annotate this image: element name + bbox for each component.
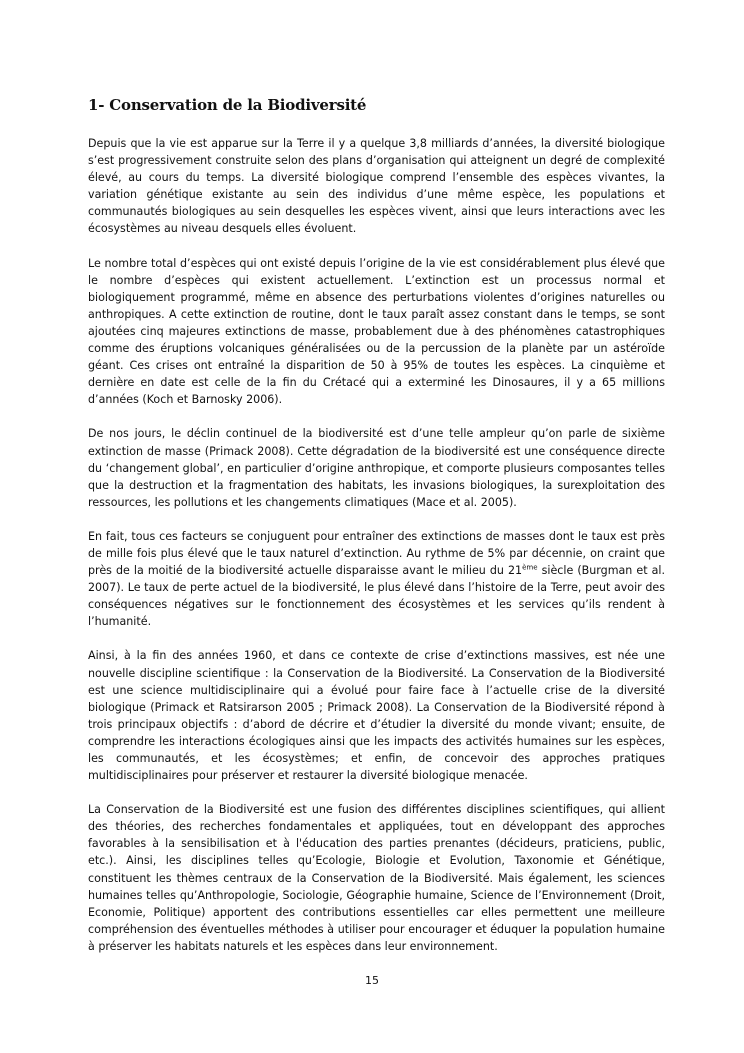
- paragraph-4-superscript: ème: [522, 563, 538, 572]
- paragraph-4: [88, 528, 665, 631]
- paragraph-6: La Conservation de la Biodiversité est une fusion des différentes disciplines scientifiques, qui allient des théories, des recherches fondamentales et appliquées, tout en développant des approches favorables à la sensibilisation et à l'éducation des parties prenantes (décideurs, praticiens, public, etc.). Ainsi, les disciplines telles qu’Ecologie, Biologie et Evolution, Taxonomie et Génétique, constituent les thèmes centraux de la Conservation de la Biodiversité. Mais également, les sciences humaines telles qu’Anthropologie, Sociologie, Géographie humaine, Science de l’Environnement (Droit, Economie, Politique) apportent des contributions essentielles car elles permettent une meilleure compréhension des éventuelles méthodes à utiliser pour encourager et éduquer la population humaine à préserver les habitats naturels et les espèces dans leur environnement.: [88, 803, 665, 953]
- paragraph-3: De nos jours, le déclin continuel de la biodiversité est d’une telle ampleur qu’on parle de sixième extinction de masse (Primack 2008). Cette dégradation de la biodiversité est une conséquence directe du ‘changement global’, en particulier d’origine anthropique, et comporte plusieurs composantes telles que la destruction et la fragmentation des habitats, les invasions biologiques, la surexploitation des ressources, les pollutions et les changements climatiques (Mace et al. 2005).: [88, 427, 665, 509]
- paragraph-4-part-2: siècle (Burgman et al. 2007). Le taux de perte actuel de la biodiversité, le plus élevé dans l’histoire de la Terre, peut avoir des conséquences négatives sur le fonctionnement des écosystèmes et les services qu’ils rendent à l’humanité.: [88, 564, 665, 629]
- paragraph-1: Depuis que la vie est apparue sur la Terre il y a quelque 3,8 milliards d’années, la diversité biologique s’est progressivement construite selon des plans d’organisation qui atteignent un degré de complexité élevé, au cours du temps. La diversité biologique comprend l’ensemble des espèces vivantes, la variation génétique existante au sein des individus d’une même espèce, les populations et communautés biologiques au sein desquelles les espèces vivent, ainsi que leurs interactions avec les écosystèmes au niveau desquels elles évoluent.: [88, 137, 665, 236]
- paragraph-2: Le nombre total d’espèces qui ont existé depuis l’origine de la vie est considérablement plus élevé que le nombre d’espèces qui existent actuellement. L’extinction est un processus normal et biologiquement programmé, même en absence des perturbations violentes d’origines naturelles ou anthropiques. A cette extinction de routine, dont le taux paraît assez constant dans le temps, se sont ajoutées cinq majeures extinctions de masse, probablement due à des phénomènes catastrophiques comme des éruptions volcaniques généralisées ou de la percussion de la planète par un astéroïde géant. Ces crises ont entraîné la disparition de 50 à 95% de toutes les espèces. La cinquième et dernière en date est celle de la fin du Crétacé qui a exterminé les Dinosaures, il y a 65 millions d’années (Koch et Barnosky 2006).: [88, 256, 665, 407]
- paragraph-5: Ainsi, à la fin des années 1960, et dans ce contexte de crise d’extinctions massives, est née une nouvelle discipline scientifique : la Conservation de la Biodiversité. La Conservation de la Biodiversité est une science multidisciplinaire qui a évolué pour faire face à l’actuelle crise de la diversité biologique (Primack et Ratsirarson 2005 ; Primack 2008). La Conservation de la Biodiversité répond à trois principaux objectifs : d’abord de décrire et d’étudier la diversité du monde vivant; ensuite, de comprendre les interactions écologiques ainsi que les impacts des activités humaines sur les espèces, les communautés, et les écosystèmes; et enfin, de concevoir des approches pratiques multidisciplinaires pour préserver et restaurer la diversité biologique menacée.: [88, 649, 665, 783]
- paragraph-4-part-1: En fait, tous ces facteurs se conjuguent pour entraîner des extinctions de masses dont le taux est près de mille fois plus élevé que le taux naturel d’extinction. Au rythme de 5% par décennie, on craint que près de la moitié de la biodiversité actuelle disparaisse avant le milieu du 21: [88, 529, 665, 578]
- section-title: 1- Conservation de la Biodiversité: [88, 96, 367, 114]
- page-number: 15: [365, 974, 379, 987]
- page-content: [88, 95, 665, 972]
